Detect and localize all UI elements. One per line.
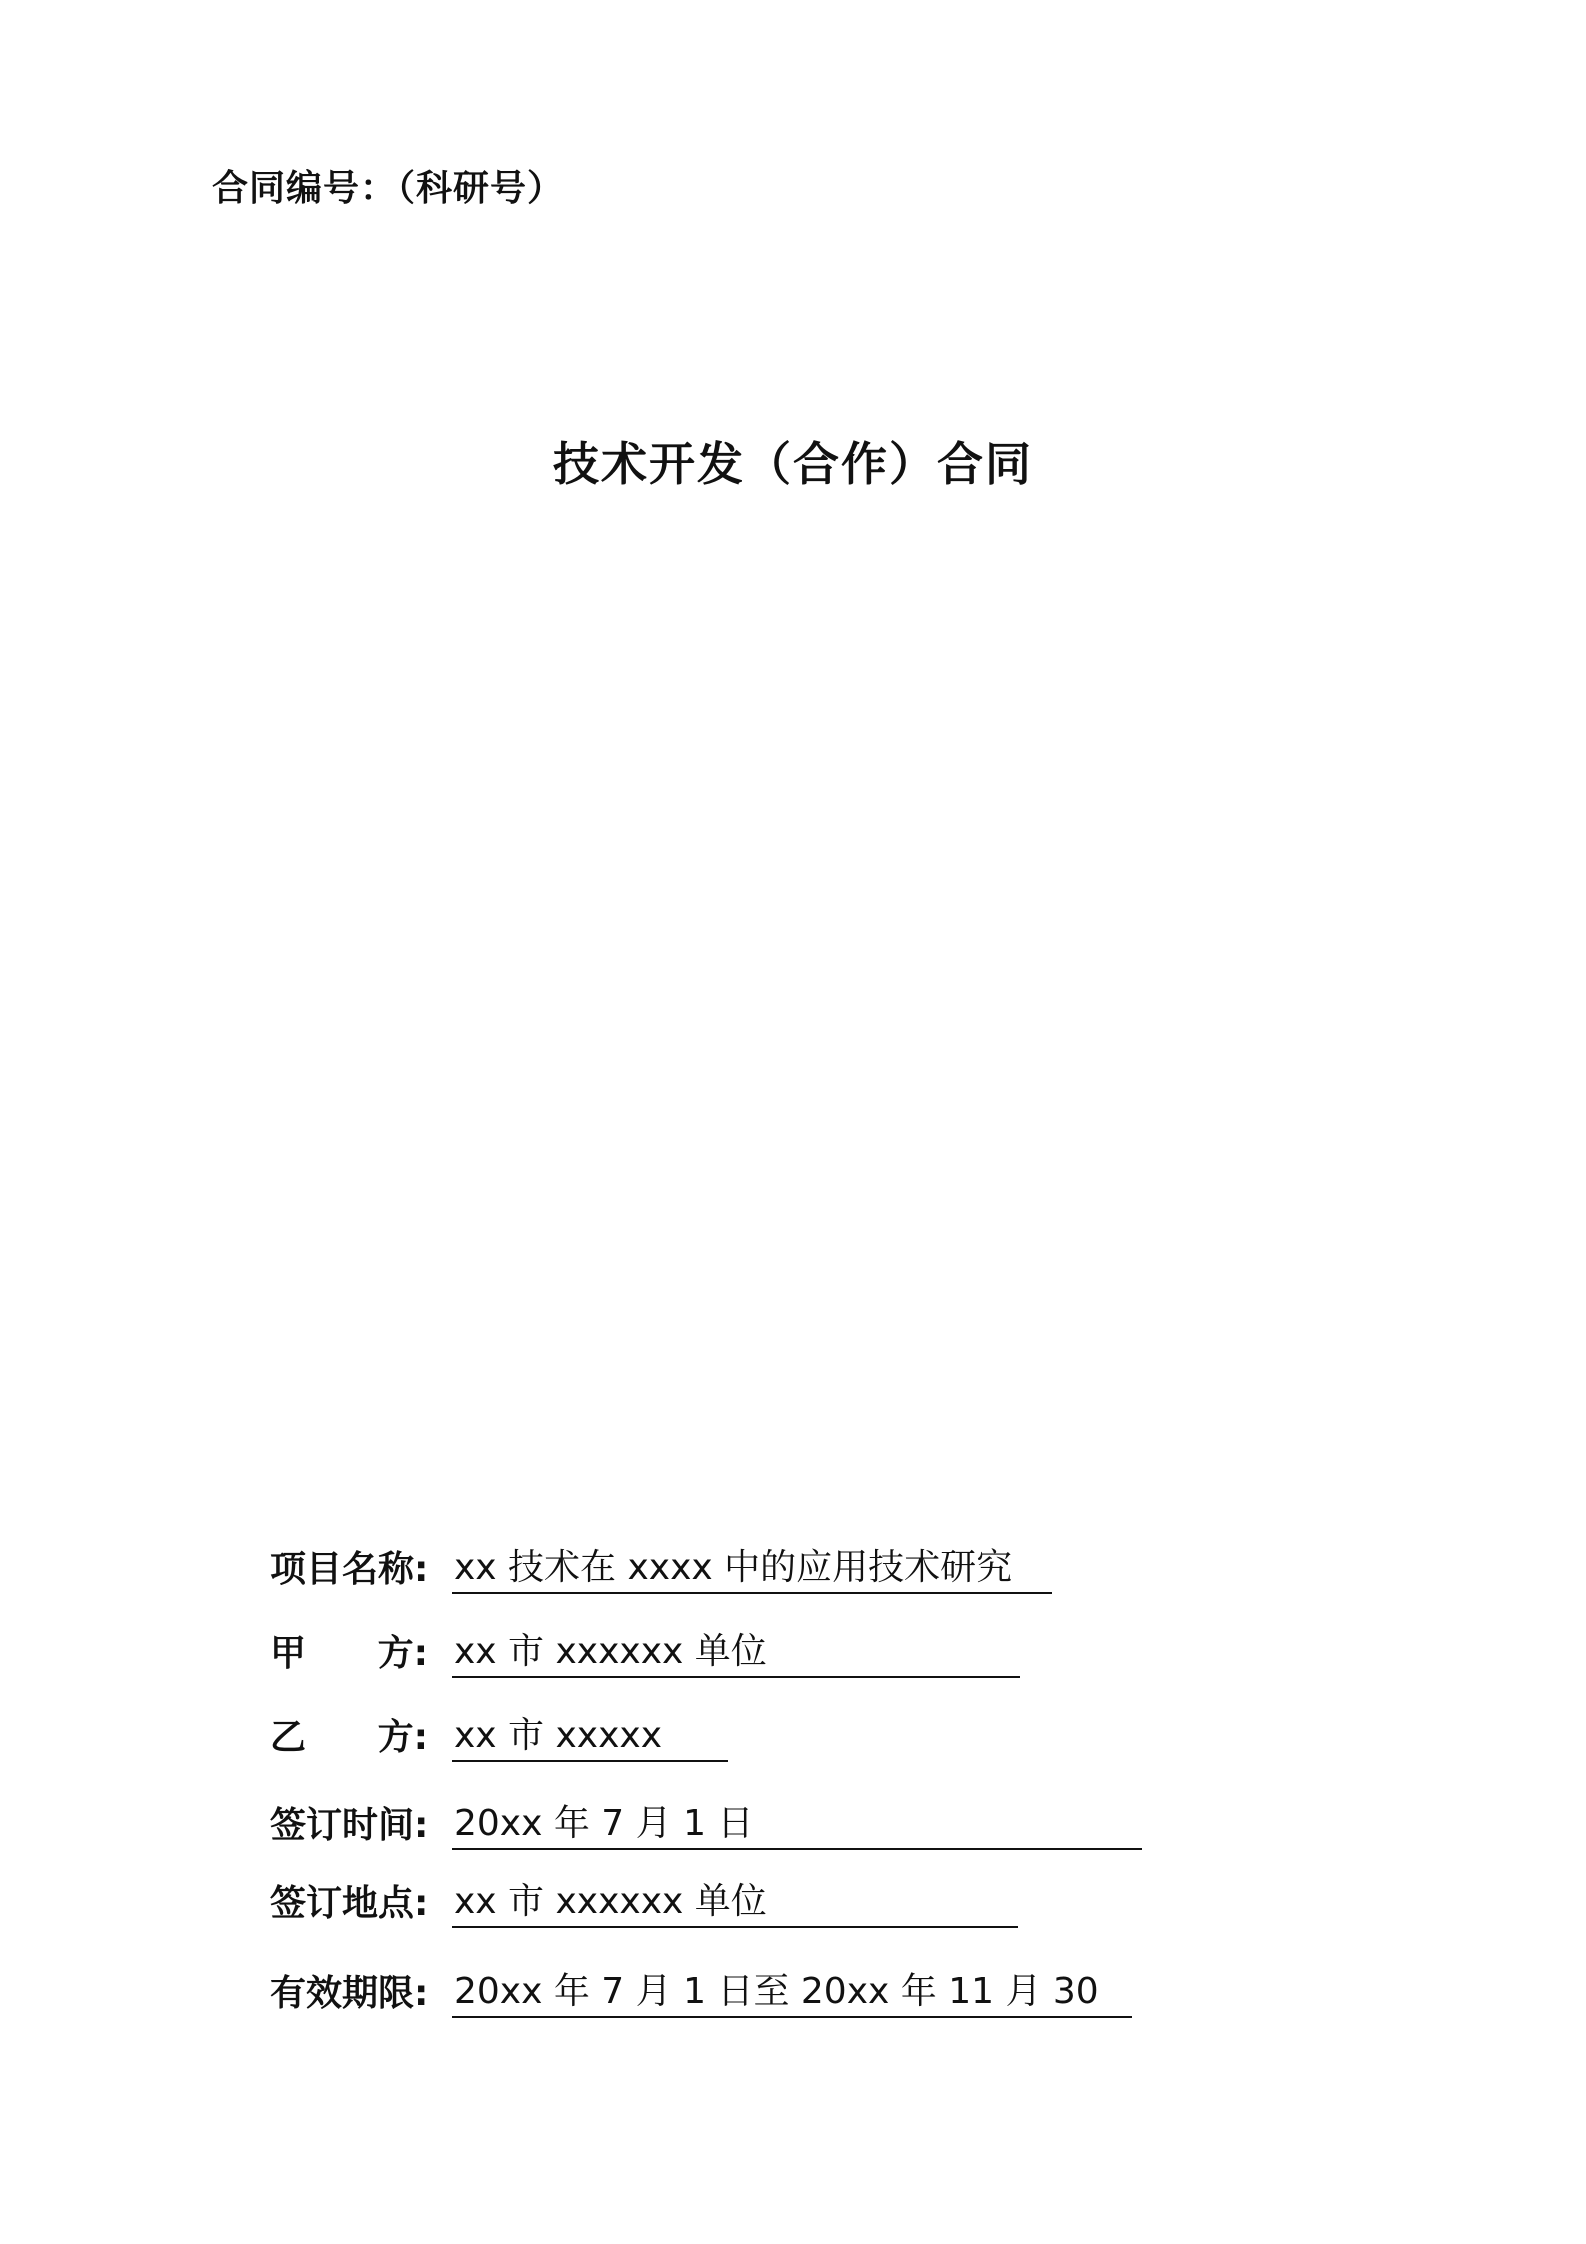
party-a-label	[270, 1626, 428, 1682]
document-title: 技术开发（合作）合同	[553, 437, 1033, 491]
signing-place-value: xx 市 xxxxxx 单位	[452, 1878, 1018, 1928]
project-name-label: 项目名称:	[270, 1549, 429, 1590]
party-a-value: xx 市 xxxxxx 单位	[452, 1628, 1020, 1678]
party-a-label-char2: 方:	[377, 1633, 428, 1674]
contract-number-label: 合同编号：（科研号）	[212, 168, 565, 209]
validity-period-label: 有效期限:	[270, 1973, 429, 2014]
validity-period-value: 20xx 年 7 月 1 日至 20xx 年 11 月 30	[452, 1968, 1132, 2018]
party-b-value: xx 市 xxxxx	[452, 1712, 728, 1762]
party-b-label-char2: 方:	[377, 1717, 428, 1758]
party-a-label-char1: 甲	[270, 1633, 307, 1674]
party-b-label	[270, 1710, 428, 1766]
project-name-value: xx 技术在 xxxx 中的应用技术研究	[452, 1544, 1052, 1594]
signing-time-value: 20xx 年 7 月 1 日	[452, 1800, 1142, 1850]
signing-place-label: 签订地点:	[270, 1883, 429, 1924]
signing-time-label: 签订时间:	[270, 1805, 429, 1846]
party-b-label-char1: 乙	[270, 1717, 307, 1758]
